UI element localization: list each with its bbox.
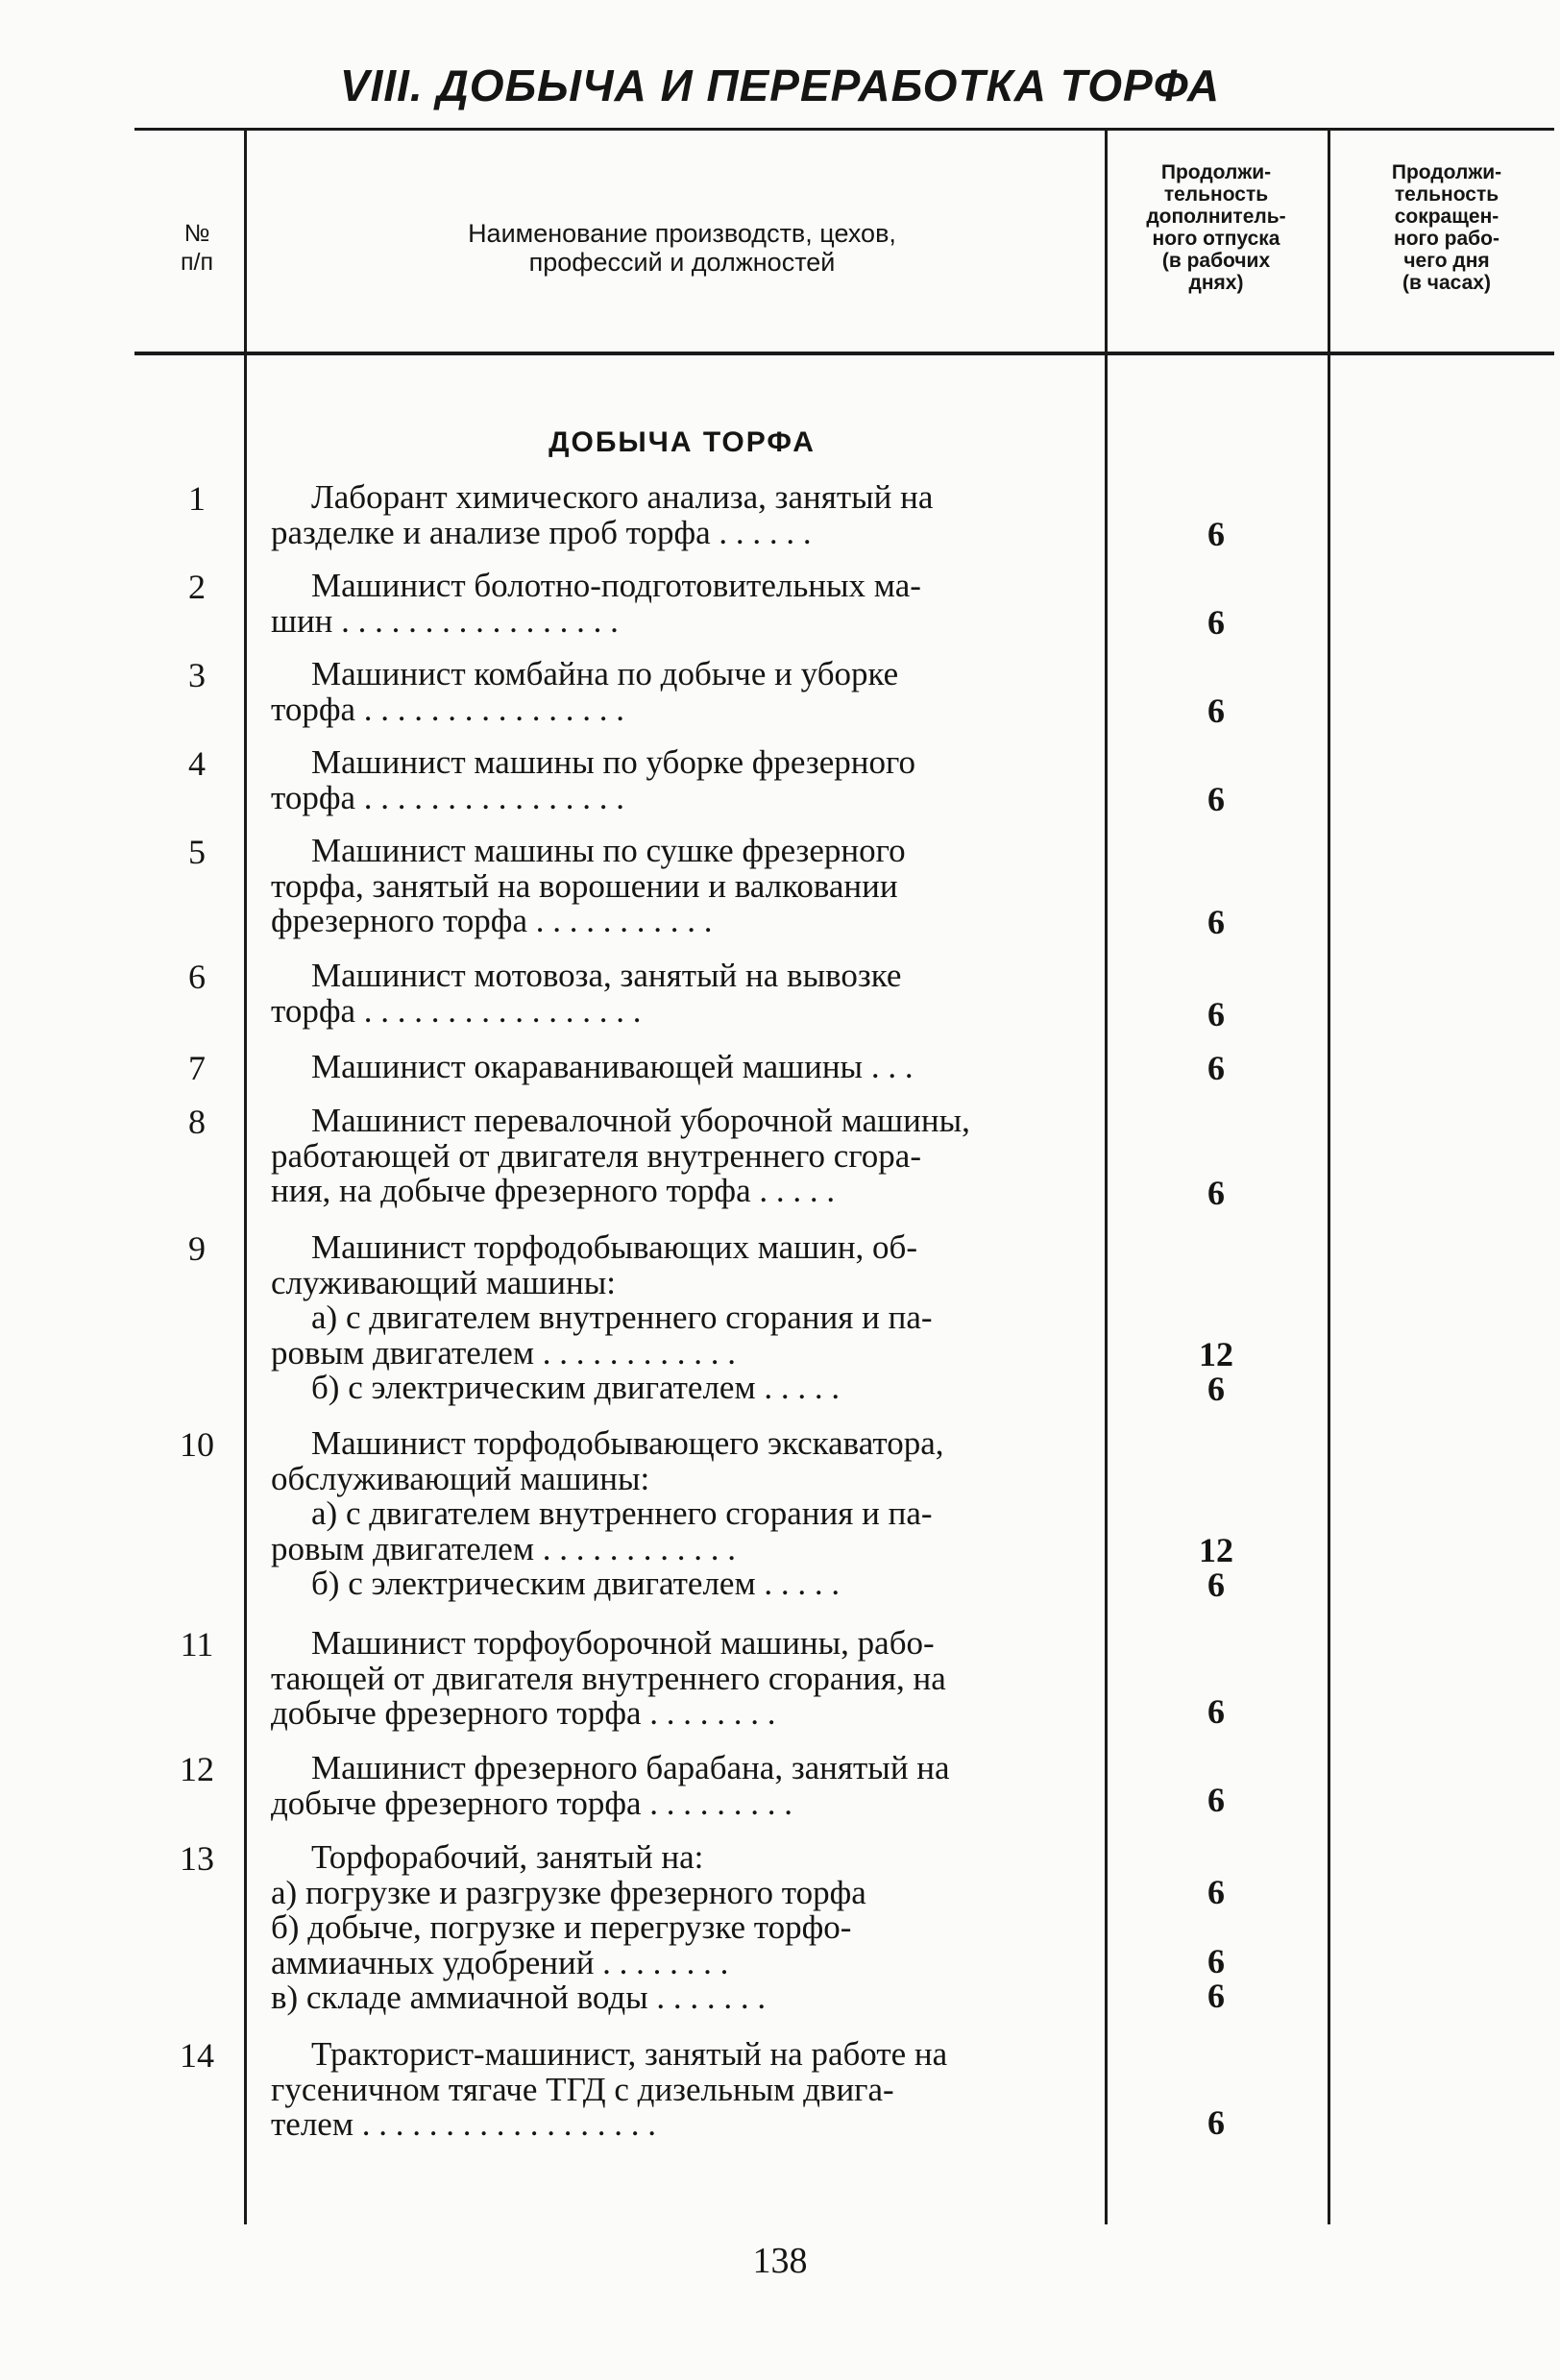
row-description: Машинист мотовоза, занятый на вывозке торфа . . . . . . . . . . . . . . . . . — [271, 957, 902, 1030]
row-value: 12 — [1199, 1531, 1233, 1569]
row-description: Машинист фрезерного барабана, занятый на добыче фрезерного торфа . . . . . . . . . — [271, 1749, 950, 1822]
row-value: 6 — [1207, 1049, 1225, 1087]
table-header-rule — [134, 352, 1554, 355]
row-value: 6 — [1207, 1977, 1225, 2015]
row-number: 14 — [180, 2036, 214, 2075]
row-number: 2 — [188, 568, 206, 606]
row-value: 6 — [1207, 1566, 1225, 1604]
row-value: 6 — [1207, 995, 1225, 1033]
row-number: 12 — [180, 1750, 214, 1788]
row-description: Машинист болотно-подготовительных ма- шин . . . . . . . . . . . . . . . . . — [271, 567, 921, 640]
row-number: 3 — [188, 656, 206, 694]
row-value: 6 — [1207, 692, 1225, 730]
row-number: 11 — [180, 1625, 214, 1664]
row-value: 6 — [1207, 903, 1225, 941]
row-value: 6 — [1207, 2103, 1225, 2142]
row-number: 7 — [188, 1049, 206, 1087]
row-description: Машинист перевалочной уборочной машины, работающей от двигателя внутреннего сгора- ния, на добыче фрезерного торфа . . . . . — [271, 1102, 970, 1209]
row-value: 6 — [1207, 780, 1225, 818]
row-description: Машинист комбайна по добыче и уборке торфа . . . . . . . . . . . . . . . . — [271, 655, 899, 728]
row-value: 6 — [1207, 1370, 1225, 1408]
row-value: 12 — [1199, 1335, 1233, 1373]
row-value: 6 — [1207, 1692, 1225, 1731]
row-description: Машинист машины по уборке фрезерного торфа . . . . . . . . . . . . . . . . — [271, 743, 915, 816]
table-top-rule — [134, 128, 1554, 131]
section-title: ДОБЫЧА ТОРФА — [548, 426, 816, 458]
page-title: VIII. ДОБЫЧА И ПЕРЕРАБОТКА ТОРФА — [339, 61, 1221, 110]
row-number: 9 — [188, 1229, 206, 1268]
row-number: 5 — [188, 833, 206, 871]
page-number: 138 — [752, 2241, 808, 2281]
column-divider-3 — [1328, 131, 1330, 2224]
row-number: 10 — [180, 1425, 214, 1464]
column-divider-1 — [244, 131, 247, 2224]
row-number: 1 — [188, 479, 206, 518]
row-number: 6 — [188, 958, 206, 996]
row-description: Машинист окараванивающей машины . . . — [311, 1048, 914, 1085]
row-value: 6 — [1207, 1781, 1225, 1819]
row-number: 4 — [188, 744, 206, 783]
row-description: Торфорабочий, занятый на: а) погрузке и разгрузке фрезерного торфа б) добыче, погрузке и перегрузке торфо- аммиачных удобрений . . . . . . . . в) складе аммиачной воды . . . . . . . — [271, 1838, 866, 2016]
row-value: 6 — [1207, 1174, 1225, 1212]
row-number: 8 — [188, 1103, 206, 1141]
header-number: № п/п — [180, 220, 214, 276]
header-extra-leave: Продолжи- тельность дополнитель- ного отпуска (в рабочих днях) — [1146, 161, 1286, 294]
header-reduced-day: Продолжи- тельность сокращен- ного рабо- чего дня (в часах) — [1391, 161, 1502, 294]
row-description: Тракторист-машинист, занятый на работе на гусеничном тягаче ТГД с дизельным двига- телем . . . . . . . . . . . . . . . . . . — [271, 2035, 948, 2143]
row-description: Машинист торфоуборочной машины, рабо- тающей от двигателя внутреннего сгорания, на добыче фрезерного торфа . . . . . . . . — [271, 1624, 946, 1732]
row-value: 6 — [1207, 1942, 1225, 1980]
row-value: 6 — [1207, 515, 1225, 553]
row-description: Машинист торфодобывающего экскаватора, обслуживающий машины: а) с двигателем внутреннего сгорания и па- ровым двигателем . . . . . . . . . . . . б) с электрическим двигателем . . . . . — [271, 1424, 944, 1602]
row-description: Машинист машины по сушке фрезерного торфа, занятый на ворошении и валковании фрезерного торфа . . . . . . . . . . . — [271, 832, 906, 939]
row-description: Лаборант химического анализа, занятый на разделке и анализе проб торфа . . . . . . — [271, 478, 934, 551]
row-number: 13 — [180, 1839, 214, 1878]
row-description: Машинист торфодобывающих машин, об- служивающий машины: а) с двигателем внутреннего сгорания и па- ровым двигателем . . . . . . . . . . . . б) с электрическим двигателем . . . . . — [271, 1228, 933, 1406]
header-name: Наименование производств, цехов, профессий и должностей — [468, 219, 896, 277]
row-value: 6 — [1207, 1873, 1225, 1911]
row-value: 6 — [1207, 603, 1225, 642]
